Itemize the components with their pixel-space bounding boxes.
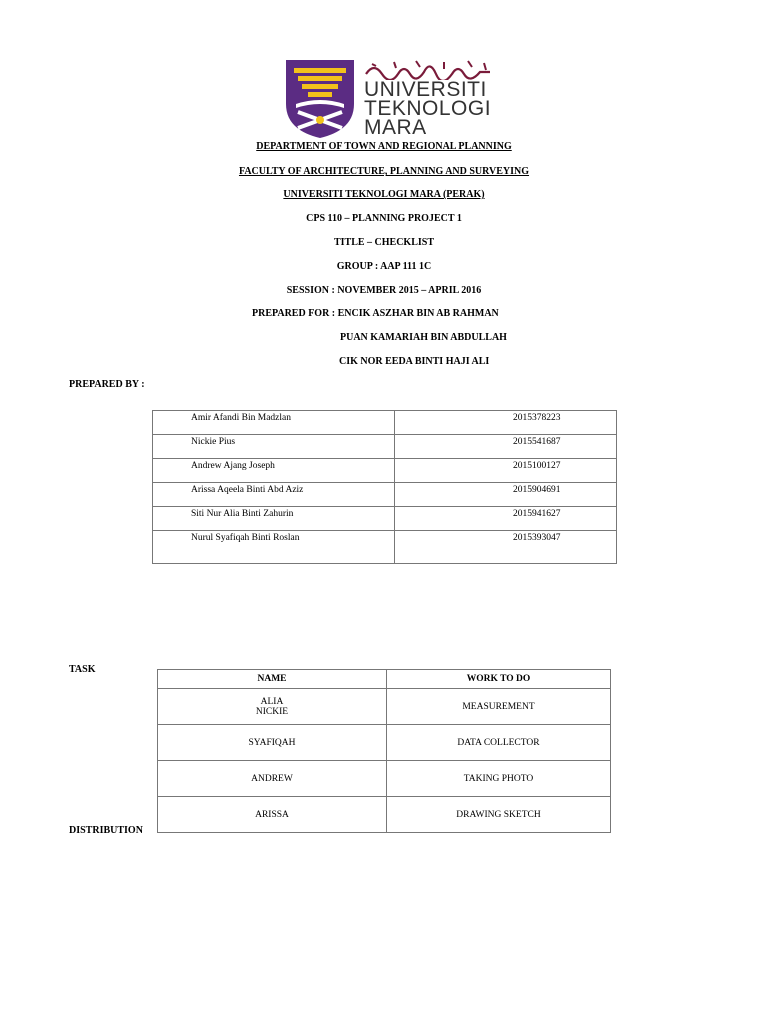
table-row [153,507,617,531]
task-name: ALIA [260,696,284,707]
table-row [153,531,617,564]
member-name: Nickie Pius [153,435,395,459]
task-label: TASK [69,664,96,675]
task-name: SYAFIQAH [158,725,387,761]
task-work: DATA COLLECTOR [387,725,611,761]
task-name: ANDREW [158,761,387,797]
members-table [152,410,617,564]
table-row [158,797,611,833]
table-row [153,483,617,507]
logo-line-1: UNIVERSITI [364,78,487,101]
university-heading: UNIVERSITI TEKNOLOGI MARA (PERAK) [283,189,485,200]
table-header-row [158,670,611,689]
title-heading: TITLE – CHECKLIST [333,237,435,248]
distribution-label: DISTRIBUTION [69,825,143,836]
logo-jawi-script [364,58,492,80]
member-id: 2015941627 [395,507,617,531]
table-row [158,689,611,725]
task-table [157,669,611,833]
member-id: 2015393047 [395,531,617,564]
column-header-name: NAME [158,670,387,689]
member-id: 2015904691 [395,483,617,507]
logo-line-3: MARA [364,116,427,139]
table-row [153,411,617,435]
group-heading: GROUP : AAP 111 1C [336,261,432,272]
task-name-cell [158,689,387,725]
table-row [158,761,611,797]
member-id: 2015378223 [395,411,617,435]
member-name: Arissa Aqeela Binti Abd Aziz [153,483,395,507]
university-logo [284,58,494,140]
faculty-heading: FACULTY OF ARCHITECTURE, PLANNING AND SURVEYING [238,166,530,177]
member-name: Amir Afandi Bin Madzlan [153,411,395,435]
task-work: MEASUREMENT [387,689,611,725]
table-row [158,725,611,761]
task-work: TAKING PHOTO [387,761,611,797]
member-name: Nurul Syafiqah Binti Roslan [153,531,395,564]
task-name: NICKIE [255,706,289,717]
member-name: Andrew Ajang Joseph [153,459,395,483]
logo-wordmark [364,80,491,137]
session-heading: SESSION : NOVEMBER 2015 – APRIL 2016 [286,285,482,296]
course-heading: CPS 110 – PLANNING PROJECT 1 [306,213,462,224]
member-id: 2015541687 [395,435,617,459]
task-work: DRAWING SKETCH [387,797,611,833]
lecturer-2: PUAN KAMARIAH BIN ABDULLAH [340,332,507,343]
table-row [153,459,617,483]
prepared-for-line: PREPARED FOR : ENCIK ASZHAR BIN AB RAHMAN [252,308,499,319]
member-id: 2015100127 [395,459,617,483]
uitm-crest-icon [284,58,356,140]
member-name: Siti Nur Alia Binti Zahurin [153,507,395,531]
column-header-work: WORK TO DO [387,670,611,689]
table-row [153,435,617,459]
task-name: ARISSA [158,797,387,833]
prepared-by-label: PREPARED BY : [69,379,145,390]
lecturer-3: CIK NOR EEDA BINTI HAJI ALI [339,356,490,367]
logo-line-2: TEKNOLOGI [364,97,492,120]
department-heading: DEPARTMENT OF TOWN AND REGIONAL PLANNING [256,141,512,152]
